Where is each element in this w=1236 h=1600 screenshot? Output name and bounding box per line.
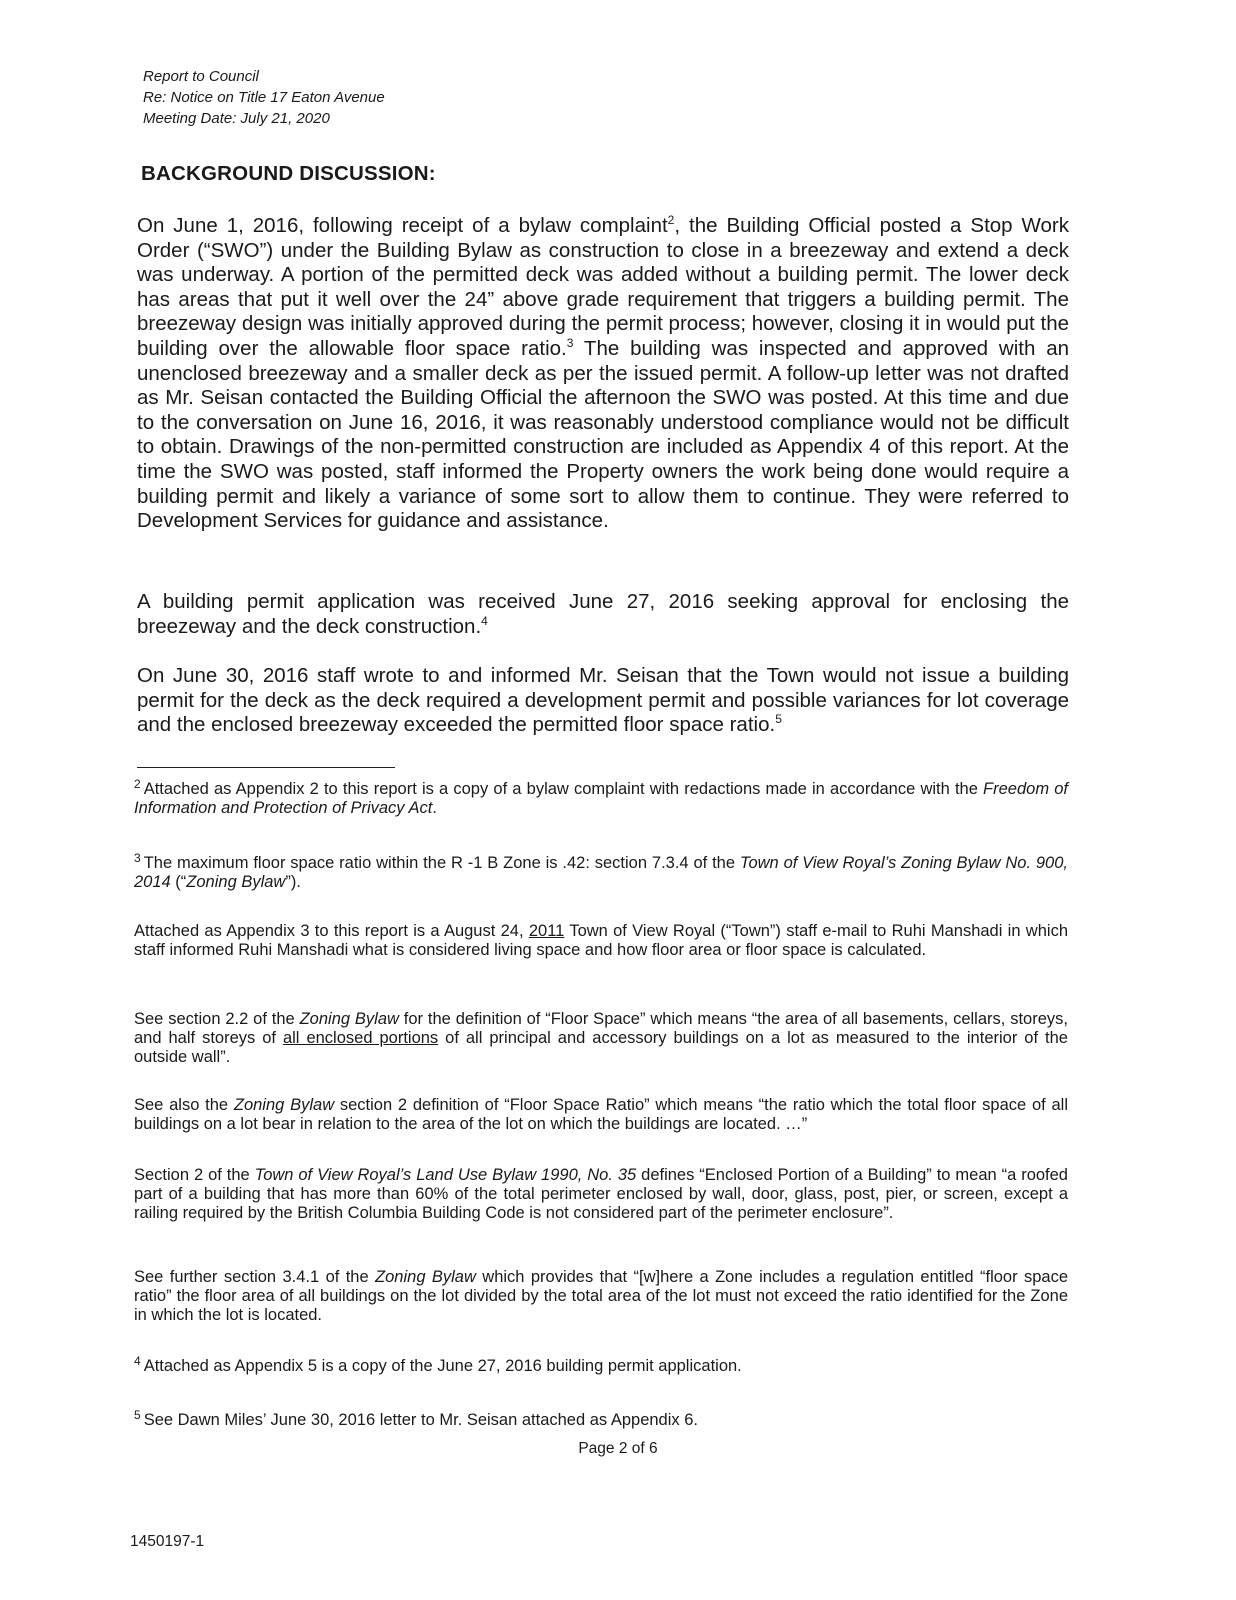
- footnote-underline: 2011: [528, 922, 565, 940]
- footnote-text: Attached as Appendix 2 to this report is a copy of a bylaw complaint with redactions made in accordance with the: [143, 780, 984, 798]
- footnote-3-zone-regulation: [134, 1268, 1068, 1325]
- footnote-ref-5[interactable]: 5: [775, 712, 782, 727]
- paragraph-permit-application: [137, 590, 1069, 639]
- paragraph-text: The building was inspected and approved with an unenclosed breezeway and a smaller deck as per the issued permit. A follow-up letter was not drafted as Mr. Seisan contacted the Building Official the afternoon the SWO was posted. At this time and due to the conversation on June 16, 2016, it was reasonably understood compliance would not be difficult to obtain. Drawings of the non-permitted construction are included as Appendix 4 of this report. At the time the SWO was posted, staff informed the Property owners the work being done would require a building permit and likely a variance of some sort to allow them to continue. They were referred to Development Services for guidance and assistance.: [137, 336, 1070, 533]
- paragraph-staff-letter: [137, 664, 1069, 738]
- footnote-3-enclosed-portion: [134, 1166, 1068, 1223]
- paragraph-text: On June 1, 2016, following receipt of a bylaw complaint: [137, 214, 668, 237]
- document-id: 1450197-1: [130, 1533, 205, 1550]
- footnote-text: for the definition of “Floor Space” which means “the area of all basements, cellars, storeys, and half storeys of: [134, 1010, 1068, 1047]
- footnote-italic: Freedom of Information and Protection of Privacy Act: [134, 780, 1068, 817]
- footnote-text: Town of View Royal (“Town”) staff e-mail to Ruhi Manshadi in which staff informed Ruhi Manshadi what is considered living space and how floor area or floor space is calculated.: [134, 922, 1068, 959]
- footnote-divider: [137, 767, 395, 768]
- footnote-italic: Zoning Bylaw: [375, 1268, 476, 1286]
- footnote-3-floor-space: [134, 1010, 1068, 1067]
- footnote-ref-3[interactable]: 3: [566, 336, 574, 351]
- footnote-5: [134, 1407, 1068, 1430]
- footnote-text: .: [432, 799, 437, 817]
- footnote-text: Section 2 of the: [134, 1166, 255, 1184]
- paragraph-swo: [137, 214, 1069, 534]
- header-line-subject: Re: Notice on Title 17 Eaton Avenue: [143, 89, 385, 106]
- footnote-italic: Town of View Royal’s Zoning Bylaw No. 900, 2014: [134, 854, 1068, 891]
- footnote-text: See section 2.2 of the: [134, 1010, 300, 1028]
- footnote-italic: Zoning Bylaw: [299, 1010, 399, 1028]
- footnote-3-floor-space-ratio: [134, 1096, 1068, 1134]
- footnote-text: section 2 definition of “Floor Space Ratio” which means “the ratio which the total floor space of all buildings on a lot bear in relation to the area of the lot on which the buildings are located. …”: [134, 1096, 1068, 1133]
- footnote-text: (“: [170, 873, 187, 891]
- footnote-text: of all principal and accessory buildings on a lot as measured to the interior of the outside wall”.: [134, 1029, 1068, 1066]
- paragraph-text: On June 30, 2016 staff wrote to and informed Mr. Seisan that the Town would not issue a building permit for the deck as the deck required a development permit and possible variances for lot coverage and the enclosed breezeway exceeded the permitted floor space ratio.: [137, 664, 1069, 737]
- footnote-text: The maximum floor space ratio within the R -1 B Zone is .42: section 7.3.4 of the: [143, 854, 740, 872]
- footnote-underline: all enclosed portions: [282, 1029, 439, 1047]
- footnote-text: which provides that “[w]here a Zone includes a regulation entitled “floor space ratio” the floor area of all buildings on the lot divided by the total area of the lot must not exceed the ratio identified for the Zone in which the lot is located.: [134, 1268, 1069, 1324]
- footnote-3: [134, 850, 1068, 892]
- report-header: [143, 66, 385, 129]
- footnote-number: 3: [134, 850, 141, 865]
- footnote-3-appendix: [134, 922, 1068, 960]
- page-number: Page 2 of 6: [578, 1440, 658, 1457]
- footnote-2: [134, 776, 1068, 818]
- section-heading: BACKGROUND DISCUSSION:: [141, 162, 436, 185]
- paragraph-text: , the Building Official posted a Stop Work Order (“SWO”) under the Building Bylaw as construction to close in a breezeway and extend a deck was underway. A portion of the permitted deck was added without a building permit. The lower deck has areas that put it well over the 24” above grade requirement that triggers a building permit. The breezeway design was initially approved during the permit process; however, closing it in would put the building over the allowable floor space ratio.: [137, 214, 1069, 360]
- footnote-italic: Town of View Royal’s Land Use Bylaw 1990, No. 35: [254, 1166, 637, 1184]
- footnote-4: [134, 1353, 1068, 1376]
- footnote-italic: Zoning Bylaw: [186, 873, 286, 891]
- footnote-text: Attached as Appendix 3 to this report is a August 24,: [134, 922, 529, 940]
- footnote-text: ”).: [285, 873, 301, 891]
- footnote-ref-2[interactable]: 2: [667, 213, 675, 228]
- header-line-meeting-date: Meeting Date: July 21, 2020: [143, 110, 330, 127]
- footnote-text: Attached as Appendix 5 is a copy of the June 27, 2016 building permit application.: [143, 1357, 742, 1375]
- footnote-number: 2: [134, 776, 141, 791]
- footnote-text: See also the: [134, 1096, 234, 1114]
- footnote-ref-4[interactable]: 4: [481, 613, 488, 628]
- header-line-report: Report to Council: [143, 68, 259, 85]
- footnote-text: See further section 3.4.1 of the: [134, 1268, 376, 1286]
- footnote-number: 4: [134, 1353, 141, 1368]
- footnote-number: 5: [134, 1407, 141, 1422]
- footnote-italic: Zoning Bylaw: [233, 1096, 335, 1114]
- footnote-text: defines “Enclosed Portion of a Building” to mean “a roofed part of a building that has more than 60% of the total perimeter enclosed by wall, door, glass, post, pier, or screen, except a railing required by the British Columbia Building Code is not considered part of the perimeter enclosure”.: [134, 1166, 1068, 1222]
- footnote-text: See Dawn Miles’ June 30, 2016 letter to Mr. Seisan attached as Appendix 6.: [143, 1411, 698, 1429]
- paragraph-text: A building permit application was received June 27, 2016 seeking approval for enclosing the breezeway and the deck construction.: [137, 590, 1069, 638]
